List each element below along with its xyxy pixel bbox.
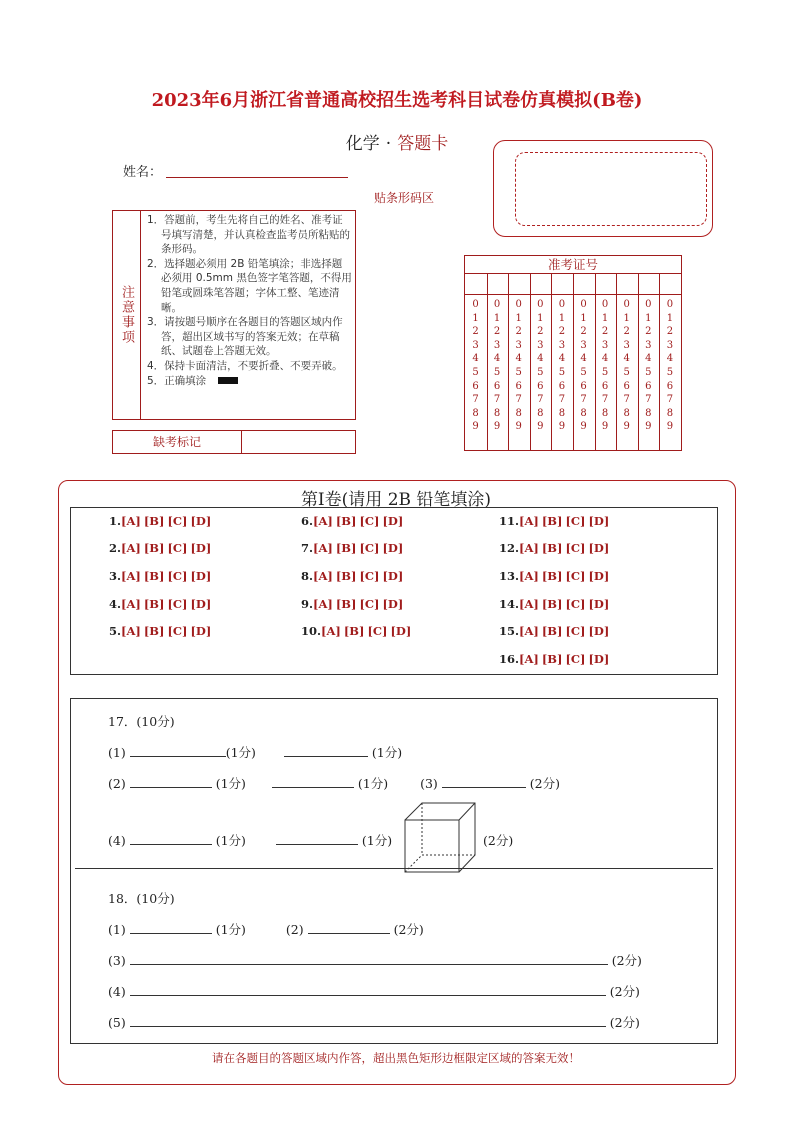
answer-bubble[interactable]: [D] [588,597,610,611]
digit-option[interactable]: 1 [666,312,674,324]
answer-bubble[interactable]: [A] [519,624,539,638]
part-label: (4) [108,984,126,999]
answer-bubble[interactable]: [A] [313,541,333,555]
digit-option[interactable]: 1 [623,312,630,324]
digit-option[interactable]: 1 [472,312,479,324]
answer-bubble[interactable]: [D] [588,652,610,666]
q18-row-4 [108,982,640,1000]
answer-blank[interactable] [308,921,390,934]
answer-bubble[interactable]: [B] [343,624,365,638]
answer-bubble[interactable]: [C] [565,514,586,528]
digit-option[interactable]: 0 [623,299,630,310]
digit-option[interactable]: 6 [623,380,630,392]
digit-option[interactable]: 3 [472,339,479,351]
part-label: (1) [108,745,126,760]
answer-blank[interactable] [284,744,368,757]
cube-hidden-edge [405,855,422,872]
answer-blank[interactable] [276,832,358,845]
digit-option[interactable]: 6 [580,380,587,392]
digit-option[interactable]: 8 [537,407,544,419]
digit-column[interactable] [487,298,508,434]
score: (1分) [215,833,246,848]
notes-list [147,213,352,388]
note-item: 3．请按题号顺序在各题目的答题区域内作答，超出区域书写的答案无效；在草稿纸、试题卷上答题无效。 [147,316,343,358]
digit-option[interactable]: 6 [666,380,674,392]
question-divider [75,868,713,869]
q18-row-5 [108,1013,640,1031]
part-label: (2) [285,922,304,937]
note-item-correct-fill [147,374,352,389]
question-number: 4. [109,597,122,611]
answer-bubble[interactable]: [D] [588,569,610,583]
answer-blank[interactable] [130,775,212,788]
digit-option[interactable]: 8 [580,407,587,419]
separator: · [385,134,392,154]
answer-bubble[interactable]: [C] [167,624,188,638]
mc-question [499,541,612,555]
digit-option[interactable]: 3 [666,339,674,351]
question-number: 6. [301,514,314,528]
answer-bubble[interactable]: [D] [588,624,610,638]
digit-option[interactable]: 2 [515,326,522,338]
answer-bubble[interactable]: [B] [541,514,563,528]
part-label: (1) [108,922,126,937]
answer-bubble[interactable]: [C] [167,569,188,583]
mc-question [109,569,214,583]
answer-bubble[interactable]: [B] [541,597,563,611]
answer-bubble[interactable]: [C] [565,597,586,611]
answer-bubble[interactable]: [A] [121,541,141,555]
answer-bubble[interactable]: [B] [143,597,165,611]
question-number: 12. [499,541,520,555]
answer-bubble[interactable]: [B] [143,624,165,638]
mc-question [499,652,612,666]
digit-option[interactable]: 2 [558,326,566,338]
note-item: 2．选择题必须用 2B 铅笔填涂；非选择题必须用 0.5mm 黑色签字笔答题，不得用铅笔或圆珠笔答题；字体工整、笔迹清晰。 [147,257,352,314]
question-number: 13. [499,569,520,583]
part-label: (2) [108,776,126,791]
digit-column[interactable] [616,298,637,434]
answer-bubble[interactable]: [A] [313,597,333,611]
digit-option[interactable]: 4 [645,353,652,365]
absent-mark-field[interactable] [242,431,355,453]
subject-label: 化学 [345,134,380,154]
answer-bubble[interactable]: [D] [382,541,404,555]
score: (1分) [371,745,403,760]
answer-bubble[interactable]: [D] [382,514,404,528]
digit-option[interactable]: 3 [580,339,587,351]
answer-bubble[interactable]: [A] [519,652,539,666]
digit-option[interactable]: 9 [493,421,501,433]
mc-question [301,514,406,528]
digit-option[interactable]: 4 [623,353,630,365]
card-type-label: 答题卡 [397,134,449,154]
cube-front-face [405,820,459,872]
answer-bubble[interactable]: [C] [167,514,188,528]
digit-option[interactable]: 0 [472,299,479,310]
answer-bubble[interactable]: [C] [167,597,188,611]
score: (1分) [225,745,256,760]
mc-question [109,597,214,611]
answer-bubble[interactable]: [C] [359,597,380,611]
digit-option[interactable]: 2 [645,326,652,338]
digit-option[interactable]: 7 [645,394,652,406]
digit-option[interactable]: 1 [580,312,587,324]
answer-bubble[interactable]: [A] [121,514,141,528]
digit-column[interactable] [530,298,551,434]
answer-bubble[interactable]: [B] [541,624,563,638]
question-number: 15. [499,624,520,638]
digit-option[interactable]: 3 [493,339,501,351]
digit-option[interactable]: 1 [515,312,522,324]
answer-bubble[interactable]: [C] [565,624,586,638]
digit-option[interactable]: 8 [493,407,501,419]
digit-option[interactable]: 8 [645,407,652,419]
answer-bubble[interactable]: [D] [588,541,610,555]
digit-option[interactable]: 1 [537,312,544,324]
answer-bubble[interactable]: [D] [382,597,404,611]
digit-option[interactable]: 5 [472,366,479,378]
page-title: 2023年6月浙江省普通高校招生选考科目试卷仿真模拟(B卷) [151,90,643,111]
digit-option[interactable]: 9 [515,421,522,433]
digit-option[interactable]: 1 [493,312,501,324]
digit-option[interactable]: 5 [558,366,566,378]
answer-bubble[interactable]: [B] [541,652,563,666]
question-number: 10. [301,624,322,638]
digit-option[interactable]: 3 [558,339,566,351]
score: (1分) [361,833,393,848]
digit-option[interactable]: 3 [537,339,544,351]
digit-option[interactable]: 5 [580,366,587,378]
part-label: (3) [420,776,438,791]
mc-question [499,624,612,638]
notes-box [112,210,356,420]
digit-option[interactable]: 6 [537,380,544,392]
note-item: 1．答题前，考生先将自己的姓名、准考证号填写清楚，并认真检查监考员所粘贴的条形码。 [147,214,350,256]
q17-row-1 [108,743,402,761]
digit-option[interactable]: 5 [645,366,652,378]
score: (2分) [611,953,642,968]
mc-question [109,541,214,555]
score: (1分) [215,922,246,937]
score: (2分) [393,922,424,937]
digit-option[interactable]: 7 [558,394,566,406]
digit-option[interactable]: 9 [666,421,674,433]
digit-option[interactable]: 7 [472,394,479,406]
digit-option[interactable]: 1 [558,312,566,324]
barcode-label: 贴条形码区 [374,191,435,205]
answer-bubble[interactable]: [D] [588,514,610,528]
section1-title: 第Ⅰ卷(请用 2B 铅笔填涂) [300,490,492,510]
digit-option[interactable]: 2 [601,326,609,338]
question-number: 11. [499,514,520,528]
digit-option[interactable]: 7 [601,394,609,406]
digit-column[interactable] [551,298,572,434]
answer-bubble[interactable]: [B] [335,569,357,583]
question-number: 2. [109,541,122,555]
cube-visible-edges [405,803,475,872]
question-number: 14. [499,597,520,611]
answer-bubble[interactable]: [B] [541,541,563,555]
digit-column[interactable] [573,298,594,434]
digit-option[interactable]: 2 [623,326,630,338]
answer-blank[interactable] [130,952,608,965]
answer-bubble[interactable]: [B] [335,514,357,528]
digit-option[interactable]: 0 [580,299,587,310]
name-label: 姓名： [123,165,163,180]
answer-bubble[interactable]: [A] [121,569,141,583]
question-number: 1. [109,514,122,528]
q17-row-4 [108,831,392,849]
digit-option[interactable]: 7 [623,394,630,406]
answer-blank[interactable] [130,983,606,996]
digit-option[interactable]: 7 [537,394,544,406]
question-number: 8. [301,569,314,583]
digit-option[interactable]: 1 [645,312,652,324]
digit-option[interactable]: 5 [515,366,522,378]
q17-row-2 [108,774,560,792]
digit-option[interactable]: 2 [493,326,501,338]
answer-bubble[interactable]: [C] [359,541,380,555]
answer-bubble[interactable]: [A] [121,597,141,611]
score: (2分) [483,833,514,848]
answer-bubble[interactable]: [D] [382,569,404,583]
score: (1分) [357,776,389,791]
mc-question [301,597,406,611]
footer-warning: 请在各题目的答题区域内作答，超出黑色矩形边框限定区域的答案无效！ [212,1051,580,1065]
answer-bubble[interactable]: [A] [519,514,539,528]
digit-option[interactable]: 9 [580,421,587,433]
answer-blank[interactable] [272,775,354,788]
digit-option[interactable]: 1 [601,312,609,324]
answer-bubble[interactable]: [C] [359,514,380,528]
digit-option[interactable]: 6 [493,380,501,392]
answer-bubble[interactable]: [B] [143,569,165,583]
digit-option[interactable]: 0 [493,299,501,310]
answer-bubble[interactable]: [B] [541,569,563,583]
digit-option[interactable]: 4 [537,353,544,365]
answer-bubble[interactable]: [B] [143,541,165,555]
digit-option[interactable]: 0 [558,299,566,310]
digit-option[interactable]: 2 [537,326,544,338]
question-number: 7. [301,541,314,555]
part-label: (4) [108,833,126,848]
digit-option[interactable]: 9 [623,421,630,433]
digit-option[interactable]: 4 [493,353,501,365]
digit-option[interactable]: 5 [601,366,609,378]
digit-option[interactable]: 0 [601,299,609,310]
digit-option[interactable]: 6 [645,380,652,392]
answer-bubble[interactable]: [C] [565,652,586,666]
answer-bubble[interactable]: [B] [143,514,165,528]
digit-option[interactable]: 6 [515,380,522,392]
answer-bubble[interactable]: [D] [190,541,212,555]
digit-column[interactable] [595,298,616,434]
digit-option[interactable]: 4 [472,353,479,365]
name-field[interactable] [166,177,348,178]
question-number: 16. [499,652,520,666]
mc-question [301,541,406,555]
cube-drawing-area[interactable] [402,800,478,874]
admission-number-grid [464,255,682,451]
q18-row-3 [108,951,642,969]
mc-question [499,597,612,611]
digit-option[interactable]: 6 [601,380,609,392]
digit-option[interactable]: 4 [666,353,674,365]
digit-option[interactable]: 9 [558,421,566,433]
answer-bubble[interactable]: [A] [519,541,539,555]
digit-column[interactable] [465,298,486,434]
digit-option[interactable]: 7 [580,394,587,406]
answer-bubble[interactable]: [A] [313,569,333,583]
answer-bubble[interactable]: [D] [190,569,212,583]
notes-side-label: 注意事项 [113,211,141,419]
score: (2分) [609,1015,640,1030]
answer-bubble[interactable]: [B] [335,541,357,555]
score: (2分) [609,984,640,999]
q18-row-1 [108,920,424,938]
mc-question [301,569,406,583]
digit-option[interactable]: 5 [623,366,630,378]
digit-column[interactable] [638,298,659,434]
digit-option[interactable]: 8 [623,407,630,419]
digit-option[interactable]: 0 [515,299,522,310]
digit-option[interactable]: 9 [645,421,652,433]
mc-question [301,624,414,638]
cube-edge [459,803,475,820]
absent-mark-label: 缺考标记 [113,431,242,453]
digit-option[interactable]: 4 [558,353,566,365]
digit-option[interactable]: 7 [515,394,522,406]
digit-option[interactable]: 5 [666,366,674,378]
q17-header: 17．(10分) [108,714,175,729]
answer-blank[interactable] [130,921,212,934]
answer-bubble[interactable]: [A] [121,624,141,638]
digit-option[interactable]: 8 [666,407,674,419]
answer-bubble[interactable]: [C] [565,569,586,583]
digit-option[interactable]: 8 [558,407,566,419]
mc-question [499,514,612,528]
q18-header: 18．(10分) [108,891,175,906]
filled-mark-example [218,377,238,384]
answer-bubble[interactable]: [D] [190,514,212,528]
digit-option[interactable]: 6 [558,380,566,392]
digit-option[interactable]: 4 [515,353,522,365]
mc-question [109,624,214,638]
mc-question [499,569,612,583]
digit-column[interactable] [508,298,529,434]
digit-option[interactable]: 8 [472,407,479,419]
answer-bubble[interactable]: [D] [190,597,212,611]
multiple-choice-box [70,507,718,675]
digit-option[interactable]: 0 [666,299,674,310]
digit-option[interactable]: 9 [472,421,479,433]
digit-option[interactable]: 0 [537,299,544,310]
answer-bubble[interactable]: [D] [390,624,412,638]
digit-option[interactable]: 2 [472,326,479,338]
absent-mark-box [112,430,356,454]
correct-fill-label: 5．正确填涂 [147,374,207,387]
answer-blank[interactable] [130,832,212,845]
question-number: 9. [301,597,314,611]
score: (1分) [215,776,246,791]
digit-option[interactable]: 9 [601,421,609,433]
digit-option[interactable]: 6 [472,380,479,392]
digit-option[interactable]: 8 [515,407,522,419]
digit-option[interactable]: 5 [537,366,544,378]
digit-option[interactable]: 5 [493,366,501,378]
score: (2分) [529,776,560,791]
answer-bubble[interactable]: [C] [367,624,388,638]
question-number: 5. [109,624,122,638]
answer-blank[interactable] [442,775,526,788]
answer-bubble[interactable]: [A] [321,624,341,638]
note-item: 4．保持卡面清洁，不要折叠、不要弄破。 [147,359,343,372]
digit-option[interactable]: 2 [580,326,587,338]
digit-option[interactable]: 3 [623,339,630,351]
digit-option[interactable]: 0 [645,299,652,310]
admission-title: 准考证号 [465,256,681,274]
digit-option[interactable]: 7 [666,394,674,406]
digit-option[interactable]: 7 [493,394,501,406]
answer-bubble[interactable]: [C] [565,541,586,555]
answer-bubble[interactable]: [A] [519,569,539,583]
part-label: (3) [108,953,126,968]
digit-option[interactable]: 3 [645,339,652,351]
mc-question [109,514,214,528]
answer-bubble[interactable]: [C] [359,569,380,583]
digit-option[interactable]: 3 [515,339,522,351]
digit-option[interactable]: 3 [601,339,609,351]
digit-option[interactable]: 4 [580,353,587,365]
digit-option[interactable]: 2 [666,326,674,338]
question-number: 3. [109,569,122,583]
answer-blank[interactable] [130,744,226,757]
digit-option[interactable]: 4 [601,353,609,365]
digit-column[interactable] [659,298,680,434]
part-label: (5) [108,1015,126,1030]
answer-blank[interactable] [130,1014,606,1027]
answer-bubble[interactable]: [C] [167,541,188,555]
digit-option[interactable]: 8 [601,407,609,419]
digit-option[interactable]: 9 [537,421,544,433]
answer-bubble[interactable]: [B] [335,597,357,611]
barcode-sticker-zone[interactable] [515,152,707,226]
answer-bubble[interactable]: [A] [313,514,333,528]
answer-bubble[interactable]: [A] [519,597,539,611]
answer-bubble[interactable]: [D] [190,624,212,638]
